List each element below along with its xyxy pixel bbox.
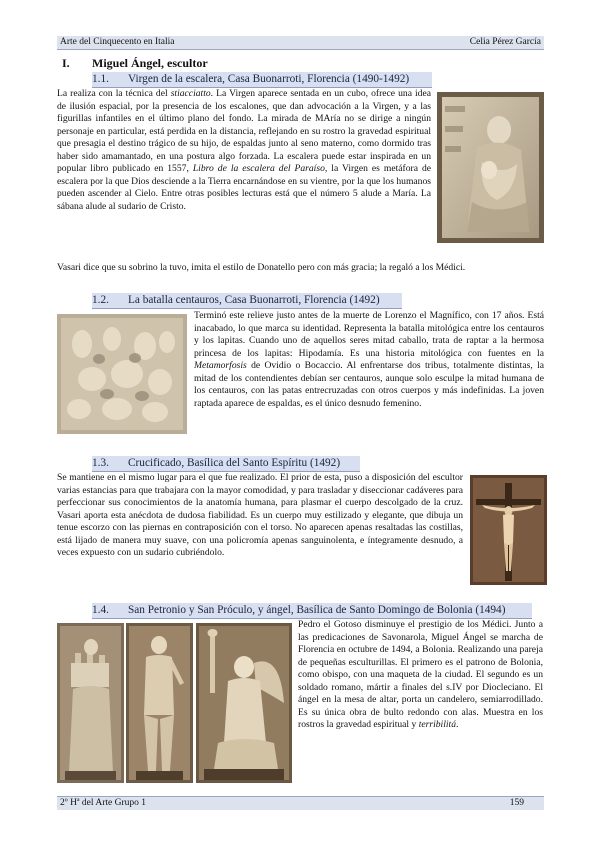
paragraph: Vasari dice que su sobrino la tuvo, imita el estilo de Donatello pero con más gracia; la regaló a los Médici. [57,262,466,273]
section-1-1-note [57,262,544,275]
subsection-heading-1-2 [92,293,402,309]
paragraph [298,619,543,732]
section-1-1-body [57,88,431,213]
text-run: , la Virgen es metáfora de escalera por la que Dios desciende a la Tierra encarnándose en su vientre, por la que los humanos pueden ascender al Cielo. Entre otras posibles lecturas está que el número 5 alude a María. La sábana alude al sudario de Cristo. [57,163,432,212]
image-crucificado [470,475,547,585]
section-title: Miguel Ángel, escultor [92,56,208,70]
subsection-heading-1-4 [92,603,532,619]
subsection-title: San Petronio y San Próculo, y ángel, Basílica de Santo Domingo de Bolonia (1494) [128,604,506,616]
subsection-number: 1.2. [92,294,109,306]
footer-course: 2º Hª del Arte Grupo 1 [60,798,147,808]
text-run: . [456,719,459,731]
page-header [57,36,544,50]
emphasis-text: stiacciatto [170,88,211,99]
book-title: Libro de la escalera del Paraíso [192,163,325,175]
image-san-proculo [126,623,193,783]
book-title: Metamorfosis [194,360,247,372]
subsection-heading-1-3 [92,456,360,472]
paragraph [194,310,544,410]
text-run: de Ovidio o Bocaccio. Al enfrentarse dos tribus, totalmente distintas, la mitad de los contendientes debían ser centauros, aunque solo esculpe la mitad humana de los centauros, con las patas entrecruzadas con otros cuerpos y más indefinidas. La joven raptada aparece de espaldas, es el único desnudo femenino. [194,360,544,409]
subsection-number: 1.1. [92,73,109,85]
page-footer [57,796,544,810]
section-1-4-body [298,619,543,732]
subsection-title: Virgen de la escalera, Casa Buonarroti, Florencia (1490-1492) [128,73,410,85]
section-1-3-body [57,472,463,560]
subsection-title: La batalla centauros, Casa Buonarroti, Florencia (1492) [128,294,380,306]
text-run: . La Virgen aparece sentada en un cubo, ofrece una idea de ilusión espacial, por la presencia de los escalones, que dan advocación a la Virgen, y a las figurillas infantiles en el último plano del fondo. La mirada de MAría no se dirige a ningún personaje en particular, está perdida en la distancia, reflejando en su rostro la gravedad espiritual que presagia el destino trágico de su hijo, de espaldas junto al seno materno, como dormido tras haber sido amamantado, en una postura algo forzada. La escalera puede estar inspirada en un popular libro publicado en 1557, [57,88,431,175]
subsection-title: Crucificado, Basílica del Santo Espíritu (1492) [128,457,341,469]
image-virgen-escalera [437,92,544,243]
subsection-number: 1.4. [92,604,109,616]
image-angel-candelero [196,623,292,783]
page-number: 159 [509,798,524,808]
paragraph [57,88,431,213]
subsection-number: 1.3. [92,457,109,469]
emphasis-text: terribilitá [418,719,456,731]
header-course-title: Arte del Cinquecento en Italia [60,37,175,47]
text-run: La realiza con la técnica del [57,88,171,99]
paragraph: Se mantiene en el mismo lugar para el que fue realizado. El prior de esta, puso a disposición del escultor varias estancias para que trabajara con la mayor comodidad, y para trasladar y diseccionar cadáveres para perfeccionar sus conocimientos de la anatomía humana, para plasmar el cuerpo descolgado de la cruz. Vasari aporta esta anécdota de dudosa fiabilidad. Es un cuerpo muy estilizado y elegante, que dibuja un tenue escorzo con las piernas en contraposición con el torso. No aparecen apenas resaltadas las costillas, está lijado de manera muy suave, con una policromía apenas sanguinolenta, e íntegramente desnudo, a veces expuesto con un sudario cubriéndolo. [57,472,463,559]
header-author: Celia Pérez García [469,37,541,47]
section-1-2-body [194,310,544,410]
subsection-heading-1-1 [92,72,432,88]
image-batalla-centauros [57,314,187,434]
image-san-petronio [57,623,124,783]
text-run: Terminó este relieve justo antes de la muerte de Lorenzo el Magnífico, con 17 años. Está inacabado, lo que marca su identidad. Representa la batalla mitológica entre los centauros y los lapitas. Cuando uno de aquellos seres mitad caballo, trata de raptar a la hermosa princesa de los lapitas: Hipodamía. Es una historia mitológica con fuentes en la [194,310,544,359]
section-heading [62,56,208,71]
section-number: I. [62,56,70,70]
text-run: Pedro el Gotoso disminuye el prestigio de los Médici. Junto a las predicaciones de Savonarola, Miguel Ángel se marcha de Florencia en octubre de 1494, a Bolonia. Realizando una pareja de pequeñas esculturillas. El primero es el patrono de Bolonia, como obispo, con una maqueta de la ciudad. El segundo es un soldado romano, mártir a finales del s.IV por Diocleciano. El ángel en la mesa de altar, porta un candelero, semiarrodillado. Es su única obra de bulto redondo con alas. Muestra en los rostros la gravedad espiritual y [298,619,543,731]
